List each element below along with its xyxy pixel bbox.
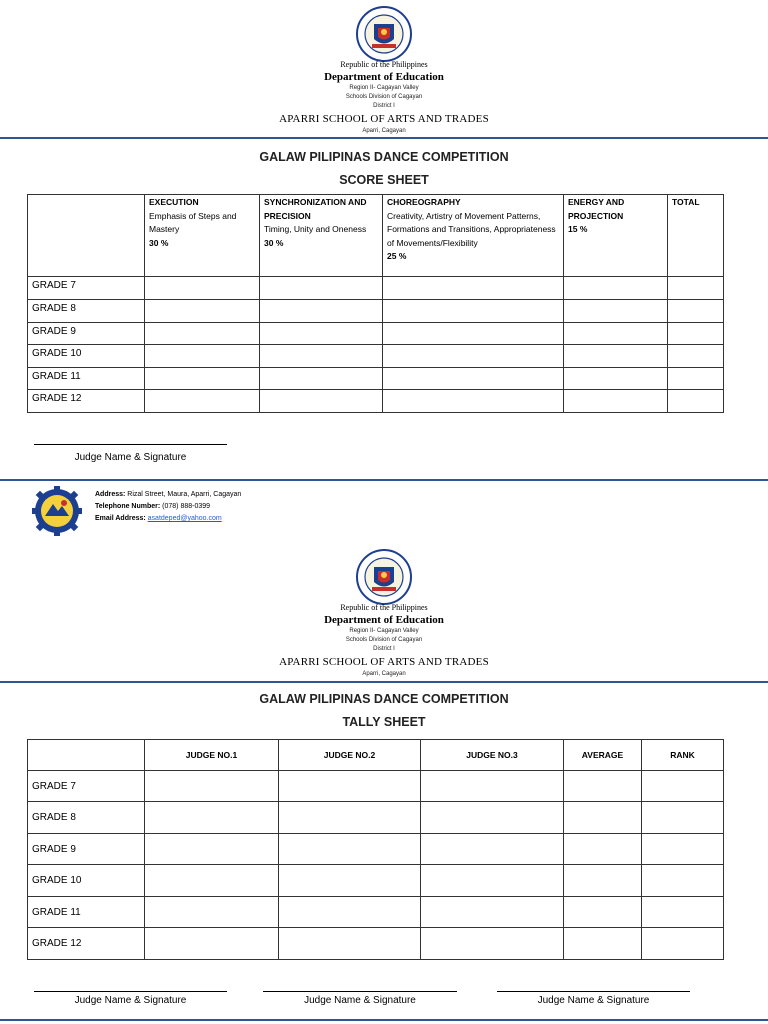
department-text: Department of Education bbox=[324, 614, 444, 626]
score-cell[interactable] bbox=[383, 323, 564, 345]
tally-cell[interactable] bbox=[421, 834, 564, 865]
score-cell[interactable] bbox=[260, 300, 383, 323]
signature-line bbox=[263, 991, 457, 992]
signature-line bbox=[497, 991, 690, 992]
score-cell[interactable] bbox=[260, 390, 383, 413]
table-row bbox=[28, 771, 724, 802]
score-competition-title: GALAW PILIPINAS DANCE COMPETITION bbox=[259, 150, 509, 164]
score-cell[interactable] bbox=[564, 368, 668, 390]
tally-cell[interactable] bbox=[145, 865, 279, 897]
score-cell[interactable] bbox=[145, 300, 260, 323]
tally-sheet-title: TALLY SHEET bbox=[342, 715, 426, 729]
row-label: GRADE 7 bbox=[28, 771, 145, 802]
score-cell[interactable] bbox=[145, 323, 260, 345]
table-row bbox=[28, 390, 724, 413]
tally-header-row bbox=[28, 740, 724, 771]
table-row bbox=[28, 277, 724, 300]
row-label: GRADE 8 bbox=[28, 802, 145, 834]
score-cell[interactable] bbox=[145, 368, 260, 390]
signature-label: Judge Name & Signature bbox=[74, 452, 187, 463]
tally-competition-title: GALAW PILIPINAS DANCE COMPETITION bbox=[259, 692, 509, 706]
score-cell[interactable] bbox=[383, 390, 564, 413]
signature-label: Judge Name & Signature bbox=[537, 995, 650, 1006]
school-gear-logo bbox=[31, 486, 83, 536]
tally-cell[interactable] bbox=[642, 802, 724, 834]
score-cell[interactable] bbox=[383, 368, 564, 390]
score-col-synchronization: SYNCHRONIZATION AND PRECISION Timing, Unity and Oneness 30 % bbox=[260, 195, 383, 277]
tally-cell[interactable] bbox=[145, 834, 279, 865]
footer-email: Email Address: asatdeped@yahoo.com bbox=[95, 515, 222, 522]
row-label: GRADE 8 bbox=[28, 300, 145, 323]
deped-seal-logo bbox=[356, 6, 412, 62]
district-text: District I bbox=[373, 103, 395, 109]
row-label: GRADE 11 bbox=[28, 368, 145, 390]
tally-cell[interactable] bbox=[279, 771, 421, 802]
score-cell[interactable] bbox=[668, 300, 724, 323]
score-table bbox=[27, 194, 724, 413]
tally-cell[interactable] bbox=[145, 802, 279, 834]
header-divider bbox=[0, 681, 768, 683]
score-cell[interactable] bbox=[668, 345, 724, 368]
tally-cell[interactable] bbox=[145, 897, 279, 928]
tally-cell[interactable] bbox=[642, 865, 724, 897]
score-cell[interactable] bbox=[260, 323, 383, 345]
tally-cell[interactable] bbox=[279, 928, 421, 960]
score-col-execution: EXECUTION Emphasis of Steps and Mastery 30 % bbox=[145, 195, 260, 277]
footer-contact bbox=[95, 489, 395, 525]
tally-cell[interactable] bbox=[564, 928, 642, 960]
score-cell[interactable] bbox=[383, 300, 564, 323]
row-label: GRADE 11 bbox=[28, 897, 145, 928]
score-cell[interactable] bbox=[145, 345, 260, 368]
score-col-choreography: CHOREOGRAPHY Creativity, Artistry of Movement Patterns, Formations and Transitions, Appropriateness of Movements/Flexibility 25 % bbox=[383, 195, 564, 277]
score-sheet-title: SCORE SHEET bbox=[339, 173, 429, 187]
tally-cell[interactable] bbox=[642, 897, 724, 928]
row-label: GRADE 9 bbox=[28, 834, 145, 865]
score-cell[interactable] bbox=[564, 345, 668, 368]
score-cell[interactable] bbox=[564, 277, 668, 300]
tally-cell[interactable] bbox=[642, 834, 724, 865]
tally-cell[interactable] bbox=[279, 865, 421, 897]
tally-cell[interactable] bbox=[145, 771, 279, 802]
school-name: APARRI SCHOOL OF ARTS AND TRADES bbox=[279, 113, 489, 125]
row-label: GRADE 10 bbox=[28, 345, 145, 368]
signature-label: Judge Name & Signature bbox=[304, 995, 416, 1006]
tally-cell[interactable] bbox=[564, 802, 642, 834]
score-cell[interactable] bbox=[145, 277, 260, 300]
email-link[interactable]: asatdeped@yahoo.com bbox=[147, 515, 222, 522]
score-cell[interactable] bbox=[564, 323, 668, 345]
score-cell[interactable] bbox=[260, 368, 383, 390]
tally-table bbox=[27, 739, 724, 960]
row-label: GRADE 12 bbox=[28, 390, 145, 413]
signature-label: Judge Name & Signature bbox=[74, 995, 187, 1006]
tally-header-blank bbox=[28, 740, 145, 771]
score-cell[interactable] bbox=[383, 345, 564, 368]
score-cell[interactable] bbox=[383, 277, 564, 300]
table-row bbox=[28, 368, 724, 390]
score-cell[interactable] bbox=[668, 390, 724, 413]
table-row bbox=[28, 323, 724, 345]
tally-cell[interactable] bbox=[564, 897, 642, 928]
footer-divider bbox=[0, 479, 768, 481]
deped-seal-logo bbox=[356, 549, 412, 605]
signature-line bbox=[34, 444, 227, 445]
row-label: GRADE 7 bbox=[28, 277, 145, 300]
tally-cell[interactable] bbox=[421, 928, 564, 960]
republic-text: Republic of the Philippines bbox=[340, 60, 428, 69]
score-header-blank bbox=[28, 195, 145, 277]
region-text: Region II- Cagayan Valley bbox=[349, 85, 419, 91]
department-text: Department of Education bbox=[324, 71, 444, 83]
tally-col-judge2: JUDGE NO.2 bbox=[279, 740, 421, 771]
tally-cell[interactable] bbox=[564, 771, 642, 802]
signature-line bbox=[34, 991, 227, 992]
tally-cell[interactable] bbox=[642, 771, 724, 802]
town-text: Aparri, Cagayan bbox=[362, 128, 406, 134]
tally-cell[interactable] bbox=[421, 802, 564, 834]
table-row bbox=[28, 897, 724, 928]
tally-col-rank: RANK bbox=[642, 740, 724, 771]
tally-cell[interactable] bbox=[421, 771, 564, 802]
score-cell[interactable] bbox=[260, 277, 383, 300]
school-name: APARRI SCHOOL OF ARTS AND TRADES bbox=[279, 656, 489, 668]
table-row bbox=[28, 802, 724, 834]
tally-cell[interactable] bbox=[564, 865, 642, 897]
row-label: GRADE 12 bbox=[28, 928, 145, 960]
republic-text: Republic of the Philippines bbox=[340, 603, 428, 612]
score-col-energy: ENERGY AND PROJECTION 15 % bbox=[564, 195, 668, 277]
tally-col-judge3: JUDGE NO.3 bbox=[421, 740, 564, 771]
table-row bbox=[28, 345, 724, 368]
table-row bbox=[28, 928, 724, 960]
score-cell[interactable] bbox=[145, 390, 260, 413]
score-cell[interactable] bbox=[668, 323, 724, 345]
footer-phone: Telephone Number: (078) 888-0399 bbox=[95, 503, 211, 510]
tally-cell[interactable] bbox=[279, 897, 421, 928]
row-label: GRADE 9 bbox=[28, 323, 145, 345]
score-cell[interactable] bbox=[668, 368, 724, 390]
tally-col-average: AVERAGE bbox=[564, 740, 642, 771]
tally-cell[interactable] bbox=[421, 865, 564, 897]
town-text: Aparri, Cagayan bbox=[362, 671, 406, 677]
score-header-row bbox=[28, 195, 724, 277]
division-text: Schools Division of Cagayan bbox=[345, 94, 423, 100]
district-text: District I bbox=[373, 646, 395, 652]
tally-col-judge1: JUDGE NO.1 bbox=[145, 740, 279, 771]
table-row bbox=[28, 865, 724, 897]
division-text: Schools Division of Cagayan bbox=[345, 637, 423, 643]
score-col-total: TOTAL bbox=[668, 195, 724, 277]
table-row bbox=[28, 834, 724, 865]
score-cell[interactable] bbox=[668, 277, 724, 300]
score-cell[interactable] bbox=[260, 345, 383, 368]
row-label: GRADE 10 bbox=[28, 865, 145, 897]
footer-address: Address: Rizal Street, Maura, Aparri, Cagayan bbox=[95, 491, 242, 498]
header-divider bbox=[0, 137, 768, 139]
score-cell[interactable] bbox=[564, 390, 668, 413]
table-row bbox=[28, 300, 724, 323]
tally-cell[interactable] bbox=[279, 834, 421, 865]
tally-cell[interactable] bbox=[145, 928, 279, 960]
bottom-divider bbox=[0, 1019, 768, 1021]
tally-cell[interactable] bbox=[279, 802, 421, 834]
tally-cell[interactable] bbox=[642, 928, 724, 960]
tally-cell[interactable] bbox=[421, 897, 564, 928]
tally-cell[interactable] bbox=[564, 834, 642, 865]
region-text: Region II- Cagayan Valley bbox=[349, 628, 419, 634]
score-cell[interactable] bbox=[564, 300, 668, 323]
